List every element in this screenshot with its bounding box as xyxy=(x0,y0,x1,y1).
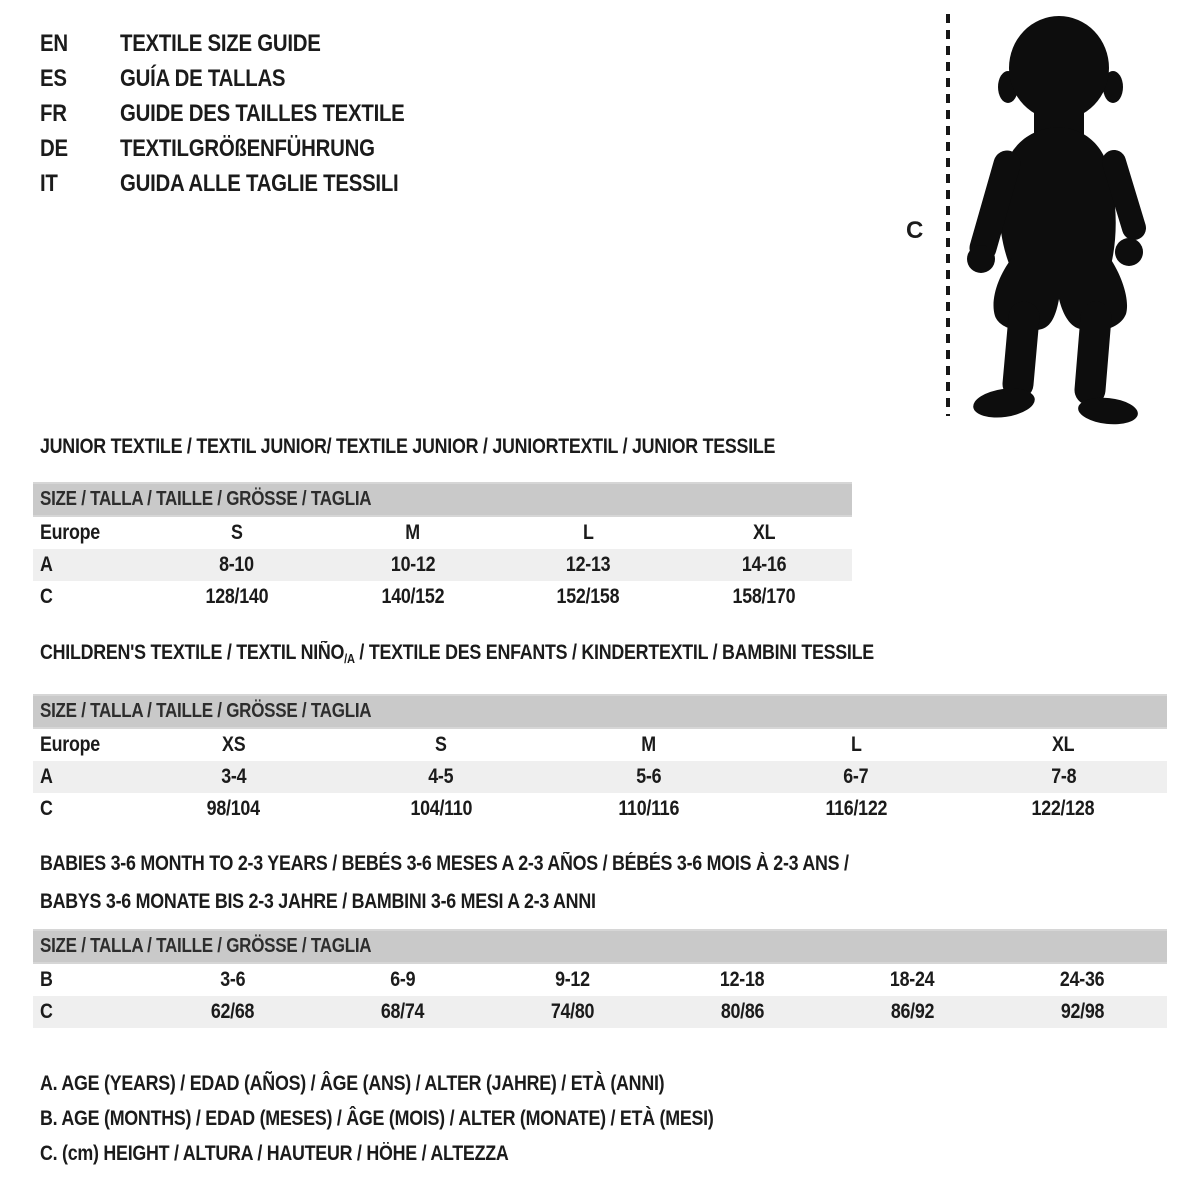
size-cell: 68/74 xyxy=(318,996,488,1028)
size-cell: 74/80 xyxy=(488,996,658,1028)
lang-title: GUIDE DES TAILLES TEXTILE xyxy=(120,99,405,127)
children-textile-section xyxy=(33,642,1167,825)
table-row-europe xyxy=(33,516,852,549)
size-cell: XL xyxy=(960,728,1167,761)
lang-row-de xyxy=(40,131,455,166)
table-row-height-cm xyxy=(33,793,1167,825)
size-cell: 62/68 xyxy=(148,996,318,1028)
size-cell: 9-12 xyxy=(488,963,658,996)
junior-size-table xyxy=(33,482,852,613)
language-title-block xyxy=(40,26,455,201)
legend-age-months: B. AGE (MONTHS) / EDAD (MESES) / ÂGE (MOIS) / ALTER (MONATE) / ETÀ (MESI) xyxy=(40,1107,714,1130)
lang-title: TEXTILE SIZE GUIDE xyxy=(120,29,321,57)
lang-title: TEXTILGRÖßENFÜHRUNG xyxy=(120,134,375,162)
size-cell: L xyxy=(501,516,677,549)
size-cell: 158/170 xyxy=(676,581,852,613)
table-row-height-cm xyxy=(33,996,1167,1028)
size-cell: 12-18 xyxy=(657,963,827,996)
size-cell: L xyxy=(752,728,959,761)
size-cell: 7-8 xyxy=(960,761,1167,793)
size-cell: 98/104 xyxy=(130,793,337,825)
size-cell: 6-7 xyxy=(752,761,959,793)
row-label: C xyxy=(33,581,149,613)
row-label: Europe xyxy=(33,728,130,761)
legend-age-years: A. AGE (YEARS) / EDAD (AÑOS) / ÂGE (ANS) / ALTER (JAHRE) / ETÀ (ANNI) xyxy=(40,1072,665,1095)
size-cell: 110/116 xyxy=(545,793,752,825)
size-cell: 8-10 xyxy=(149,549,325,581)
lang-code: FR xyxy=(40,99,67,127)
size-cell: 122/128 xyxy=(960,793,1167,825)
lang-code: DE xyxy=(40,134,68,162)
table-row-age-months xyxy=(33,963,1167,996)
size-cell: 3-6 xyxy=(148,963,318,996)
table-row-age-years xyxy=(33,549,852,581)
size-cell: M xyxy=(325,516,501,549)
size-cell: 128/140 xyxy=(149,581,325,613)
size-cell: 116/122 xyxy=(752,793,959,825)
size-cell: 86/92 xyxy=(827,996,997,1028)
size-cell: 6-9 xyxy=(318,963,488,996)
baby-silhouette-icon xyxy=(962,12,1166,428)
legend-height-cm: C. (cm) HEIGHT / ALTURA / HAUTEUR / HÖHE / ALTEZZA xyxy=(40,1142,509,1165)
row-label: C xyxy=(33,793,130,825)
row-label: A xyxy=(33,549,149,581)
babies-section-title: BABIES 3-6 MONTH TO 2-3 YEARS / BEBÉS 3-6 MESES A 2-3 AÑOS / BÉBÉS 3-6 MOIS À 2-3 ANS / BABYS 3-6 MONATE BIS 2-3 JAHRE / BAMBINI 3-6 MESI A 2-3 ANNI xyxy=(40,852,849,913)
lang-row-en xyxy=(40,26,455,61)
babies-textile-section xyxy=(33,845,1167,1028)
lang-code: EN xyxy=(40,29,68,57)
size-cell: 80/86 xyxy=(657,996,827,1028)
children-section-title: CHILDREN'S TEXTILE / TEXTIL NIÑO/A / TEXTILE DES ENFANTS / KINDERTEXTIL / BAMBINI TESSILE xyxy=(40,641,874,666)
lang-row-es xyxy=(40,61,455,96)
lang-title: GUIDA ALLE TAGLIE TESSILI xyxy=(120,169,399,197)
row-label: A xyxy=(33,761,130,793)
row-label: Europe xyxy=(33,516,149,549)
size-cell: 3-4 xyxy=(130,761,337,793)
size-header-bar: SIZE / TALLA / TAILLE / GRÖSSE / TAGLIA xyxy=(33,483,852,516)
size-cell: 14-16 xyxy=(676,549,852,581)
lang-title: GUÍA DE TALLAS xyxy=(120,64,286,92)
size-cell: 152/158 xyxy=(501,581,677,613)
junior-section-title: JUNIOR TEXTILE / TEXTIL JUNIOR/ TEXTILE JUNIOR / JUNIORTEXTIL / JUNIOR TESSILE xyxy=(40,435,776,458)
size-cell: 104/110 xyxy=(337,793,544,825)
table-row-age-years xyxy=(33,761,1167,793)
table-row-height-cm xyxy=(33,581,852,613)
lang-row-it xyxy=(40,166,455,201)
height-measure-label: C xyxy=(906,217,924,244)
size-header-bar: SIZE / TALLA / TAILLE / GRÖSSE / TAGLIA xyxy=(33,930,1167,963)
lang-code: ES xyxy=(40,64,67,92)
size-cell: XL xyxy=(676,516,852,549)
size-cell: 24-36 xyxy=(997,963,1167,996)
table-row-europe xyxy=(33,728,1167,761)
size-header-bar: SIZE / TALLA / TAILLE / GRÖSSE / TAGLIA xyxy=(33,695,1167,728)
size-cell: XS xyxy=(130,728,337,761)
lang-code: IT xyxy=(40,169,58,197)
nino-a-subscript: /A xyxy=(344,651,355,666)
size-cell: 92/98 xyxy=(997,996,1167,1028)
row-label: C xyxy=(33,996,148,1028)
row-label: B xyxy=(33,963,148,996)
children-size-table xyxy=(33,694,1167,825)
size-cell: S xyxy=(149,516,325,549)
babies-size-table xyxy=(33,929,1167,1028)
size-cell: 18-24 xyxy=(827,963,997,996)
size-cell: M xyxy=(545,728,752,761)
size-cell: 4-5 xyxy=(337,761,544,793)
size-cell: 12-13 xyxy=(501,549,677,581)
size-cell: 140/152 xyxy=(325,581,501,613)
size-cell: 5-6 xyxy=(545,761,752,793)
measure-legend xyxy=(40,1066,832,1171)
size-cell: 10-12 xyxy=(325,549,501,581)
lang-row-fr xyxy=(40,96,455,131)
junior-textile-section xyxy=(33,436,852,613)
size-cell: S xyxy=(337,728,544,761)
height-measure-dashed-line xyxy=(946,14,950,416)
